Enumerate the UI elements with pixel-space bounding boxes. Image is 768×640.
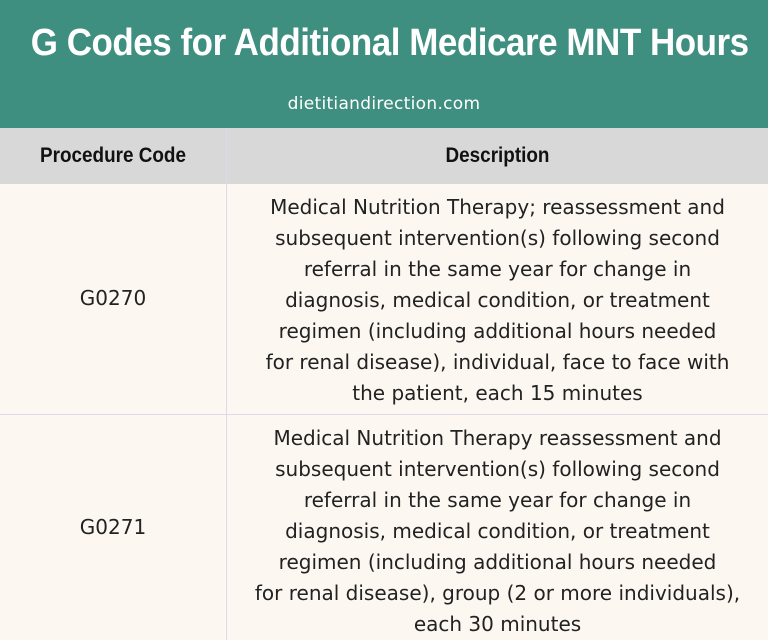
description-line: diagnosis, medical condition, or treatment [285, 288, 710, 312]
description-line: subsequent intervention(s) following second [275, 457, 720, 481]
description-line: the patient, each 15 minutes [352, 381, 643, 405]
description-line: Medical Nutrition Therapy; reassessment and [270, 195, 725, 219]
page-header [0, 0, 768, 128]
column-header-description: Description [445, 144, 550, 167]
description-line: Medical Nutrition Therapy reassessment and [273, 426, 722, 450]
page-title: G Codes for Additional Medicare MNT Hours [30, 22, 749, 64]
g-codes-table [0, 128, 768, 640]
description-line: regimen (including additional hours needed [278, 550, 717, 574]
description-line: diagnosis, medical condition, or treatment [285, 519, 710, 543]
description-cell [227, 423, 768, 640]
description-line: referral in the same year for change in [303, 257, 692, 281]
table-header-row [0, 128, 768, 184]
description-line: each 30 minutes [413, 612, 582, 636]
procedure-code-cell: G0271 [79, 515, 147, 539]
column-divider [226, 128, 227, 640]
description-line: referral in the same year for change in [303, 488, 692, 512]
site-url: dietitiandirection.com [287, 94, 481, 114]
description-cell [227, 192, 768, 409]
description-line: for renal disease), individual, face to face with [265, 350, 730, 374]
procedure-code-cell: G0270 [79, 286, 147, 310]
table-row [0, 415, 768, 640]
description-line: regimen (including additional hours needed [278, 319, 717, 343]
description-line: subsequent intervention(s) following second [275, 226, 720, 250]
table-row [0, 184, 768, 414]
column-header-procedure-code: Procedure Code [40, 144, 186, 167]
description-line: for renal disease), group (2 or more individuals), [254, 581, 741, 605]
